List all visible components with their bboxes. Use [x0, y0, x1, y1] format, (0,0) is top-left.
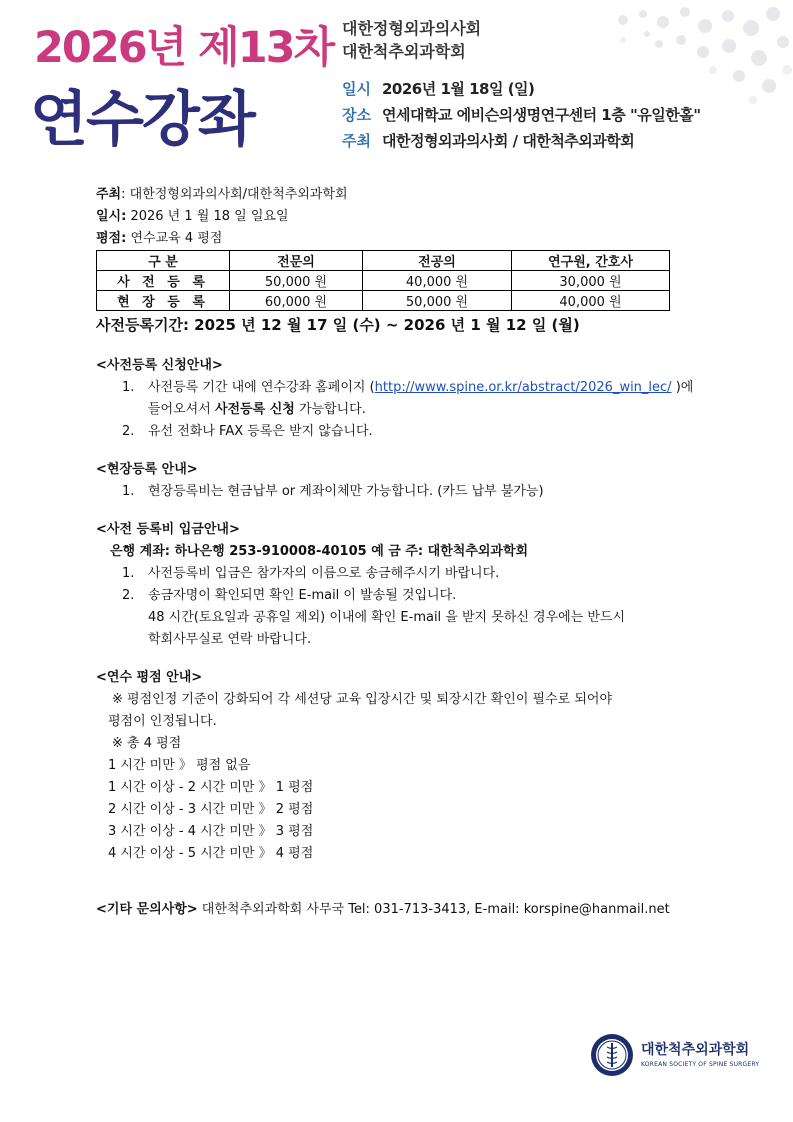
fee-table-header: 전문의: [230, 251, 363, 271]
list-text: 가능합니다.: [294, 402, 366, 417]
list-text: )에: [671, 380, 694, 395]
section-title: <사전등록 신청안내>: [96, 358, 223, 373]
credit-rule: 4 시간 이상 - 5 시간 미만 》 4 평점: [108, 846, 314, 861]
host-line: [96, 184, 696, 206]
fee-table-row-label: 현 장 등 록: [97, 291, 230, 311]
fee-table-header-row: [97, 251, 670, 271]
logo-text: [641, 1039, 759, 1068]
list-item: [122, 421, 696, 443]
banner-info-label: 주최: [342, 132, 371, 150]
list-number: 1.: [122, 566, 135, 581]
list-number: 2.: [122, 424, 135, 439]
list-text: 송금자명이 확인되면 확인 E-mail 이 발송될 것입니다.: [148, 588, 457, 603]
contact-line: [96, 899, 696, 921]
list-text: 들어오셔서: [148, 402, 215, 417]
banner-org: 대한척추외과학회: [342, 42, 466, 61]
fee-table-cell: 30,000 원: [512, 271, 670, 291]
fee-table-row: [97, 271, 670, 291]
section-title: <사전 등록비 입금안내>: [96, 522, 240, 537]
credit-total: ※ 총 4 평점: [112, 736, 182, 751]
fee-table-cell: 50,000 원: [363, 291, 512, 311]
list-item: [122, 377, 696, 421]
credit-label: 평점:: [96, 231, 127, 246]
banner-org: 대한정형외과의사회: [342, 19, 482, 38]
date-label: 일시:: [96, 209, 127, 224]
list-text: 48 시간(토요일과 공휴일 제외) 이내에 확인 E-mail 을 받지 못하신 경우에는 반드시: [148, 610, 626, 625]
fee-table: [96, 250, 670, 311]
credit-value: 연수교육 4 평점: [126, 231, 223, 246]
fee-table-header: 전공의: [363, 251, 512, 271]
credit-note-line: 평점이 인정됩니다.: [108, 714, 217, 729]
section-onsite: [96, 459, 696, 503]
document-body: [96, 184, 696, 921]
contact-title: <기타 문의사항>: [96, 902, 198, 917]
banner-info-label: 장소: [342, 106, 371, 124]
banner-orgs: [342, 17, 481, 63]
credit-rule: 1 시간 이상 - 2 시간 미만 》 1 평점: [108, 780, 314, 795]
banner-info: [342, 76, 701, 154]
credit-line: [96, 228, 696, 250]
banner-info-value: 2026년 1월 18일 (일): [382, 80, 535, 98]
section-title: <연수 평점 안내>: [96, 670, 203, 685]
banner: [0, 0, 793, 168]
list-text: 학회사무실로 연락 바랍니다.: [148, 632, 312, 647]
banner-title-main: 연수강좌: [30, 85, 254, 155]
list-text-bold: 사전등록 신청: [214, 402, 295, 417]
list-text: 사전등록비 입금은 참가자의 이름으로 송금해주시기 바랍니다.: [148, 566, 500, 581]
fee-table-cell: 60,000 원: [230, 291, 363, 311]
society-seal-icon: [589, 1032, 635, 1078]
fee-table-header: 연구원, 간호사: [512, 251, 670, 271]
fee-table-cell: 50,000 원: [230, 271, 363, 291]
logo-name-ko: 대한척추외과학회: [641, 1042, 750, 1058]
credit-note: [96, 689, 696, 711]
banner-info-label: 일시: [342, 80, 371, 98]
fee-table-header: 구 분: [97, 251, 230, 271]
list-text: 사전등록 기간 내에 연수강좌 홈페이지 (: [148, 380, 375, 395]
credit-rule: 1 시간 미만 》 평점 없음: [108, 758, 251, 773]
host-label: 주최: [96, 187, 122, 202]
fee-table-row: [97, 291, 670, 311]
contact-text: 대한척추외과학회 사무국 Tel: 031-713-3413, E-mail: korspine@hanmail.net: [197, 902, 670, 917]
list-item: [122, 481, 696, 503]
registration-period: 사전등록기간: 2025 년 12 월 17 일 (수) ~ 2026 년 1 월 12 일 (월): [96, 316, 580, 334]
credit-rule: 3 시간 이상 - 4 시간 미만 》 3 평점: [108, 824, 314, 839]
host-value: : 대한정형외과의사회/대한척추외과학회: [121, 187, 348, 202]
credit-note: [96, 711, 696, 733]
list-number: 1.: [122, 380, 135, 395]
bank-account: 은행 계좌: 하나은행 253-910008-40105 예 금 주: 대한척추외과학회: [110, 544, 529, 559]
list-item: [122, 563, 696, 585]
fee-table-cell: 40,000 원: [512, 291, 670, 311]
banner-info-row: [342, 102, 701, 128]
banner-info-value: 대한정형외과의사회 / 대한척추외과학회: [382, 132, 635, 150]
list-item: [122, 585, 696, 651]
list-number: 1.: [122, 484, 135, 499]
section-payment: [96, 519, 696, 651]
homepage-link[interactable]: http://www.spine.or.kr/abstract/2026_win_lec/: [374, 380, 672, 395]
section-pre-registration: [96, 355, 696, 443]
banner-title-year: 2026년 제13차: [34, 23, 334, 73]
list-number: 2.: [122, 588, 135, 603]
section-credit: [96, 667, 696, 865]
onsite-list: [96, 481, 696, 503]
logo-name-en: KOREAN SOCIETY OF SPINE SURGERY: [641, 1061, 760, 1068]
credit-rule: 2 시간 이상 - 3 시간 미만 》 2 평점: [108, 802, 314, 817]
banner-info-row: [342, 76, 701, 102]
credit-note-line: ※ 평점인정 기준이 강화되어 각 세션당 교육 입장시간 및 퇴장시간 확인이 필수로 되어야: [112, 692, 613, 707]
list-text: 유선 전화나 FAX 등록은 받지 않습니다.: [148, 424, 373, 439]
society-logo: [589, 1030, 759, 1080]
fee-table-row-label: 사 전 등 록: [97, 271, 230, 291]
date-line: [96, 206, 696, 228]
pre-reg-list: [96, 377, 696, 443]
date-value: 2026 년 1 월 18 일 일요일: [126, 209, 289, 224]
payment-list: [96, 563, 696, 651]
list-text: 현장등록비는 현금납부 or 계좌이체만 가능합니다. (카드 납부 불가능): [148, 484, 544, 499]
section-title: <현장등록 안내>: [96, 462, 198, 477]
banner-info-row: [342, 128, 701, 154]
fee-table-cell: 40,000 원: [363, 271, 512, 291]
banner-info-value: 연세대학교 에비슨의생명연구센터 1층 "유일한홀": [382, 106, 701, 124]
